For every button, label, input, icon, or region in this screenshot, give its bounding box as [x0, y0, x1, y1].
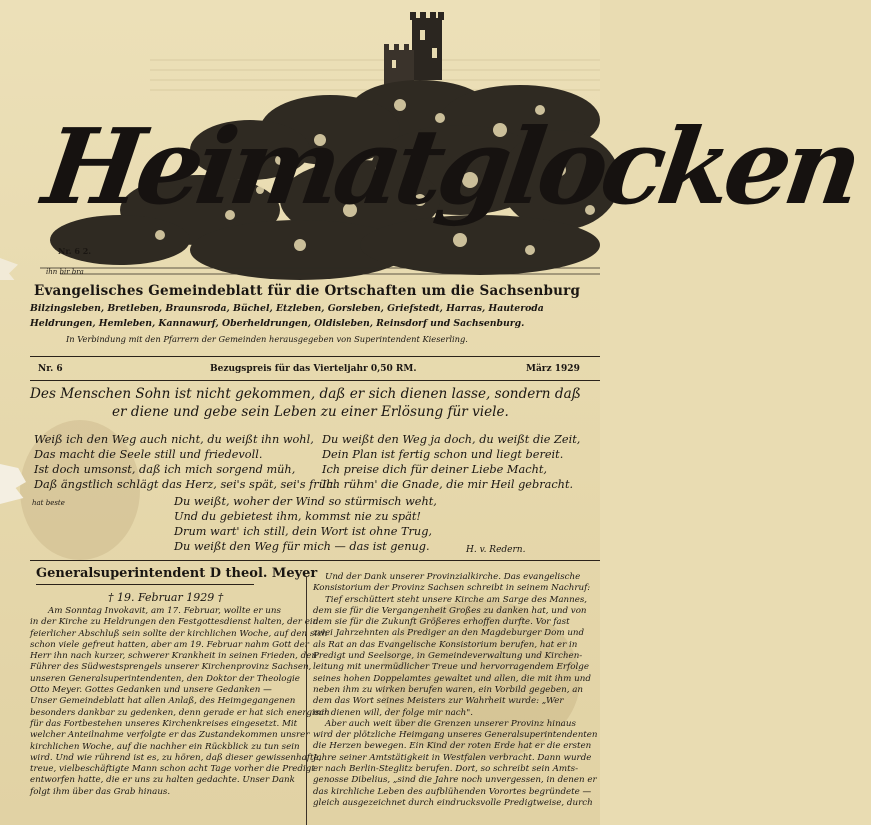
margin-note: hat beste [32, 499, 65, 507]
poem-line: Dein Plan ist fertig schon und liegt bereit. [322, 448, 564, 461]
text-line: Tief erschüttert steht unsere Kirche am Sarge des Mannes, [325, 594, 588, 605]
text-line: Und der Dank unserer Provinzialkirche. Das evangelische [325, 572, 581, 582]
text-line: das kirchliche Leben des aufblühenden Vorortes begründete — [313, 786, 592, 797]
masthead-title: Heimatglocken [36, 105, 864, 228]
text-line: genosse Dibelius, „sind die Jahre noch unvergessen, in denen er [313, 775, 597, 786]
poem-line: Das macht die Seele still und friedevoll. [34, 448, 263, 461]
newspaper-subtitle: Evangelisches Gemeindeblatt für die Ortschaften um die Sachsenburg [34, 283, 581, 299]
text-line: zwei Jahrzehnten als Prediger an den Magdeburger Dom und [313, 628, 585, 639]
issue-number: Nr. 6 [38, 364, 63, 374]
poem-line: Daß ängstlich schlägt das Herz, sei's spät, sei's früh. [34, 478, 337, 491]
issue-month: März 1929 [526, 364, 580, 374]
text-line: unseren Generalsuperintendenten, den Doktor der Theologie [30, 673, 300, 684]
poem-left-stanza [34, 432, 337, 492]
text-line: wird. Und wie rührend ist es, zu hören, daß dieser gewissenhafte, [30, 752, 322, 763]
text-line: Aber auch weit über die Grenzen unserer Provinz hinaus [325, 718, 576, 729]
text-line: Predigt und Seelsorge, in Gemeindeverwaltung und Kirchen- [313, 651, 583, 662]
text-line: folgt ihm über das Grab hinaus. [30, 786, 171, 797]
poem-line: Du weißt, woher der Wind so stürmisch weht, [174, 495, 437, 508]
poem-line: Du weißt den Weg für mich — das ist genug. [174, 540, 430, 553]
poem-line: Ich preise dich für deiner Liebe Macht, [322, 463, 547, 476]
text-line: feierlicher Abschluß sein sollte der kirchlichen Woche, auf den sich [30, 628, 328, 639]
issue-tag: Nr. 6 2. [58, 246, 92, 256]
poem-line: Ich rühm' die Gnade, die mir Heil gebracht. [322, 478, 574, 491]
text-line: welcher Anteilnahme verfolgte er das Zustandekommen unsrer [30, 730, 310, 741]
article-date: † 19. Februar 1929 † [108, 591, 224, 604]
text-line: Herr ihn nach kurzer, schwerer Krankheit in seinen Frieden, den [30, 651, 317, 662]
text-line: kirchlichen Woche, auf die nachher ein Rückblick zu tun sein [30, 741, 300, 752]
motto-line-2: er diene und gebe sein Leben zu einer Erlösung für viele. [112, 404, 509, 420]
collaboration-note: In Verbindung mit den Pfarrern der Gemeinden herausgegeben von Superintendent Kieserling. [66, 334, 468, 344]
text-line: Führer des Südwestsprengels unserer Kirchenprovinz Sachsen, [30, 662, 312, 673]
column-divider [306, 576, 307, 825]
text-line: dem sie für die Zukunft Größeres erhoffen durfte. Vor fast [313, 617, 570, 628]
text-line: seines hohen Doppelamtes gewaltet und allen, die mit ihm und [313, 673, 591, 684]
divider [30, 380, 600, 381]
text-line: Jahre seiner Amtstätigkeit in Westfalen verbracht. Dann wurde [313, 752, 592, 763]
stamp-tag: ihn bir bra [46, 268, 84, 276]
text-line: leitung mit unermüdlicher Treue und hervorragendem Erfolge [313, 662, 589, 673]
text-line: Unser Gemeindeblatt hat allen Anlaß, des Heimgegangenen [30, 696, 296, 707]
poem-author: H. v. Redern. [466, 545, 526, 555]
divider [30, 560, 600, 561]
masthead [0, 0, 864, 285]
places-line-1: Bilzingsleben, Bretleben, Braunsroda, Büchel, Etzleben, Gorsleben, Griefstedt, Harras, Hauteroda [30, 303, 544, 314]
text-line: mir dienen will, der folge mir nach". [313, 707, 474, 718]
motto-line-1: Des Menschen Sohn ist nicht gekommen, daß er sich dienen lasse, sondern daß [30, 386, 581, 402]
text-line: neben ihm zu wirken berufen waren, ein Vorbild gegeben, an [313, 684, 583, 695]
text-line: Am Sonntag Invokavit, am 17. Februar, wollte er uns [48, 606, 281, 616]
text-line: Otto Meyer. Gottes Gedanken und unsere Gedanken — [30, 685, 272, 696]
poem-line: Drum wart' ich still, dein Wort ist ohne Trug, [174, 525, 433, 538]
places-line-2: Heldrungen, Hemleben, Kannawurf, Oberheldrungen, Oldisleben, Reinsdorf und Sachsenburg. [30, 318, 525, 329]
divider [30, 356, 600, 357]
headline-underline [36, 584, 254, 585]
text-line: dem sie für die Vergangenheit Großes zu danken hat, und von [313, 605, 587, 616]
poem-right-stanza [322, 432, 580, 492]
text-line: als Rat an das Evangelische Konsistorium berufen, hat er in [313, 639, 578, 650]
text-line: für das Fortbestehen unseres Kirchenkreises eingesetzt. Mit [30, 718, 298, 729]
subscription-price: Bezugspreis für das Vierteljahr 0,50 RM. [210, 364, 417, 374]
text-line: die Herzen bewegen. Ein Kind der roten Erde hat er die ersten [313, 741, 592, 752]
text-line: in der Kirche zu Heldrungen den Festgottesdienst halten, der ein [30, 617, 319, 628]
poem-center-stanza [174, 494, 437, 554]
text-line: entworfen hatte, die er uns zu halten gedachte. Unser Dank [30, 775, 295, 786]
text-line: gleich ausgezeichnet durch eindrucksvolle Predigtweise, durch [313, 797, 593, 808]
poem-line: Du weißt den Weg ja doch, du weißt die Zeit, [322, 433, 581, 446]
text-line: er nach Berlin-Steglitz berufen. Dort, so schreibt sein Amts- [313, 764, 579, 775]
text-line: besonders dankbar zu gedenken, denn gerade er hat sich energisch [30, 707, 330, 718]
text-line: wird der plötzliche Heimgang unseres Generalsuperintendenten [313, 730, 598, 741]
text-line: schon viele gefreut hatten, aber am 19. Februar nahm Gott der [30, 639, 309, 650]
poem-line: Und du gebietest ihm, kommst nie zu spät! [174, 510, 421, 523]
article-left-column [30, 606, 330, 798]
text-line: Konsistorium der Provinz Sachsen schreibt in seinem Nachruf: [313, 583, 591, 594]
poem-line: Ist doch umsonst, daß ich mich sorgend müh, [34, 463, 296, 476]
article-headline: Generalsuperintendent D theol. Meyer [36, 566, 318, 581]
article-right-column [313, 572, 598, 809]
text-line: dem das Wort seines Meisters zur Wahrheit wurde: „Wer [313, 696, 564, 707]
poem-line: Weiß ich den Weg auch nicht, du weißt ihn wohl, [34, 433, 314, 446]
text-line: treue, vielbeschäftigte Mann schon acht Tage vorher die Predigt [30, 764, 315, 775]
